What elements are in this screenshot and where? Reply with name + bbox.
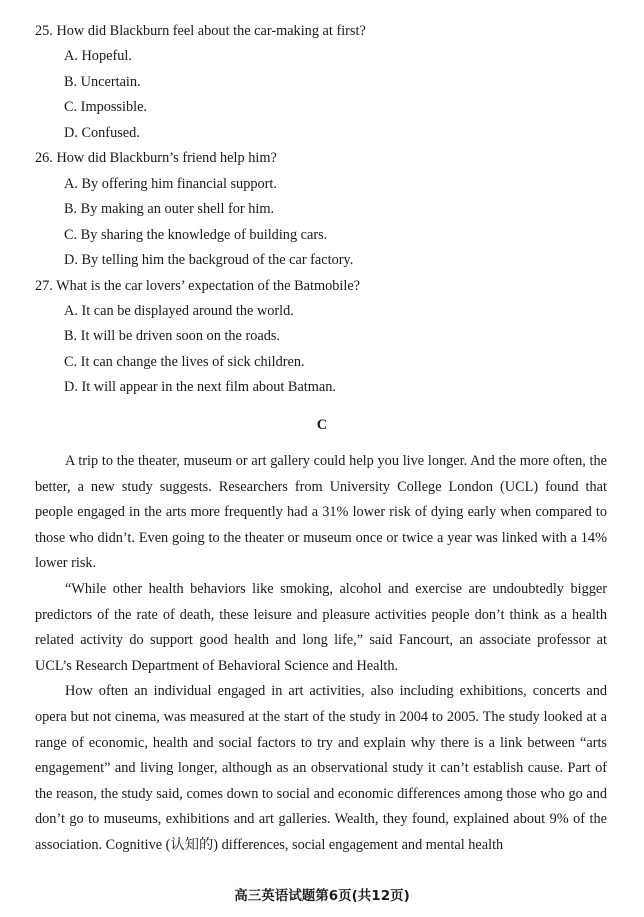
- question-27-option-a: A. It can be displayed around the world.: [64, 303, 294, 319]
- reading-passage: [35, 449, 607, 859]
- question-27-option-d: D. It will appear in the next film about Batman.: [64, 379, 336, 395]
- question-27-option-b: B. It will be driven soon on the roads.: [64, 328, 281, 344]
- question-27-option-c: C. It can change the lives of sick children.: [64, 354, 305, 370]
- passage-paragraph: A trip to the theater, museum or art gallery could help you live longer. And the more often, the better, a new study suggests. Researchers from University College London (UCL) found that people engaged in the arts more frequently had a 31% lower risk of dying early when compared to those who didn’t. Even going to the theater or museum once or twice a year was linked with a 14% lower risk.: [35, 453, 607, 572]
- question-25-option-b: B. Uncertain.: [64, 74, 141, 90]
- section-heading: C: [316, 417, 328, 433]
- question-25-option-c: C. Impossible.: [64, 99, 148, 115]
- question-25-stem: 25. How did Blackburn feel about the car-making at first?: [35, 23, 366, 39]
- page-footer: 高三英语试题第6页(共12页): [234, 888, 410, 904]
- passage-paragraph: “While other health behaviors like smoking, alcohol and exercise are undoubtedly bigger predictors of the rate of death, these leisure and pleasure activities people don’t think as a health related activity do support good health and long life,” said Fancourt, an associate professor at UCL’s Research Department of Behavioral Science and Health.: [35, 580, 607, 674]
- question-25-option-d: D. Confused.: [64, 125, 140, 141]
- question-26-option-a: A. By offering him financial support.: [64, 176, 277, 192]
- question-26-option-d: D. By telling him the backgroud of the car factory.: [64, 252, 354, 268]
- passage-paragraph: How often an individual engaged in art activities, also including exhibitions, concerts and opera but not cinema, was measured at the start of the study in 2004 to 2005. The study looked at a range of economic, health and social factors to try and explain why there is a link between “arts engagement” and living longer, although as an observational study it can’t establish cause. Part of the reason, the study said, comes down to social and economic differences among those who go and don’t go to museums, exhibitions and art galleries. Wealth, they found, explained about 9% of the association. Cognitive (认知的) differences, social engagement and mental health: [35, 683, 607, 853]
- question-26-option-c: C. By sharing the knowledge of building cars.: [64, 227, 328, 243]
- question-27-stem: 27. What is the car lovers’ expectation of the Batmobile?: [35, 278, 361, 294]
- question-26-option-b: B. By making an outer shell for him.: [64, 201, 275, 217]
- question-25-option-a: A. Hopeful.: [64, 48, 132, 64]
- question-26-stem: 26. How did Blackburn’s friend help him?: [35, 150, 277, 166]
